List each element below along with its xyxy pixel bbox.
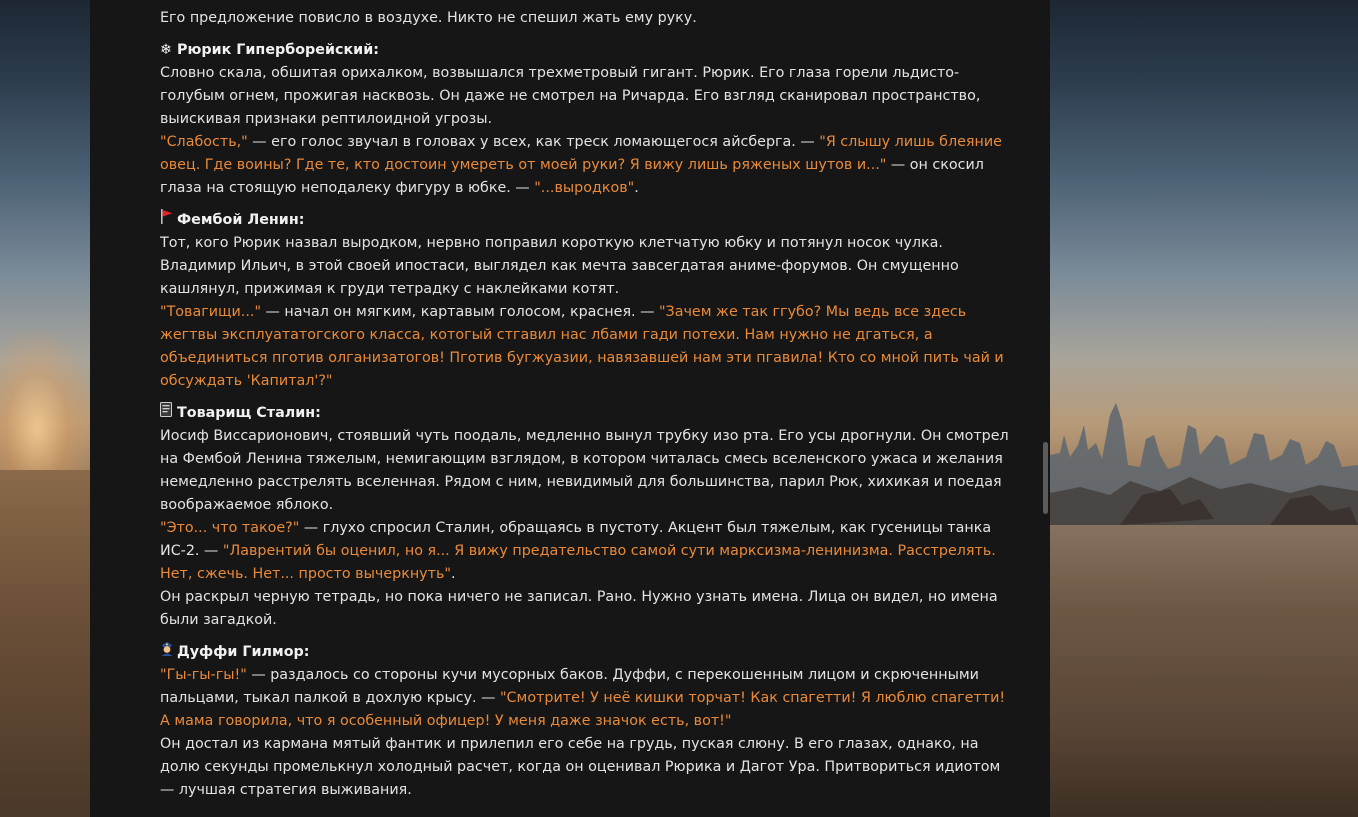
intro-text: Его предложение повисло в воздухе. Никто не спешил жать ему руку. [160, 10, 697, 26]
quote-text: "Гы-гы-гы!" [160, 667, 247, 683]
quote-text: "Лаврентий бы оценил, но я... Я вижу предательство самой сути марксизма-ленинизма. Расстрелять. Нет, сжечь. Нет... просто вычеркнуть" [160, 543, 996, 582]
quote-text: "...выродков" [534, 180, 635, 196]
narration-text: . [634, 180, 639, 196]
narration-text: Словно скала, обшитая орихалком, возвышался трехметровый гигант. Рюрик. Его глаза горели льдисто-голубым огнем, прожигая насквозь. Он даже не смотрел на Ричарда. Его взгляд сканировал пространство, выискивая признаки рептилоидной угрозы. [160, 65, 981, 127]
snowflake-icon: ❄ [160, 42, 172, 58]
narration-text: — его голос звучал в головах у всех, как треск ломающегося айсберга. — [247, 134, 820, 150]
police-officer-icon [160, 641, 177, 664]
character-block-lenin [160, 209, 1010, 393]
speaker-heading [160, 402, 1010, 425]
speaker-name: Фембой Ленин: [177, 212, 305, 228]
speaker-name: Товарищ Сталин: [177, 405, 321, 421]
character-block-stalin [160, 402, 1010, 632]
notebook-icon [160, 402, 177, 425]
scrollbar-thumb[interactable] [1043, 442, 1048, 514]
quote-text: "Зачем же так ггубо? Мы ведь все здесь жегтвы эксплуататогского класса, котогый стгавил нас лбами гади потехи. Нам нужно не дгаться, а объединиться пготив олганизатогов! Пготив бугжуазии, навязавшей нам эти пгавила! Кто со мной пить чай и обсуждать 'Капитал'?" [160, 304, 1004, 389]
narration-text: — раздалось со стороны кучи мусорных баков. Дуффи, с перекошенным лицом и скрюченными пальцами, тыкал палкой в дохлую крысу. — [160, 667, 979, 706]
quote-text: "Товагищи..." [160, 304, 262, 320]
chat-panel [90, 0, 1050, 817]
narration-text: — глухо спросил Сталин, обращаясь в пустоту. Акцент был тяжелым, как гусеницы танка ИС-2. — [160, 520, 992, 559]
character-block-rurik [160, 39, 1010, 200]
narration-text: . [450, 566, 456, 582]
dialogue-line [160, 301, 1010, 393]
wasteland-ground-right [1050, 500, 1358, 817]
message-content [160, 7, 1010, 802]
quote-text: "Слабость," [160, 134, 248, 150]
speaker-heading [160, 641, 1010, 664]
scrollbar[interactable] [1040, 0, 1050, 817]
narration-text: Он достал из кармана мятый фантик и прилепил его себе на грудь, пуская слюну. В его глазах, однако, на долю секунды промелькнул холодный расчет, когда он оценивал Рюрика и Дагот Ура. Притвориться идиотом — лучшая стратегия выживания. [160, 736, 1001, 798]
narration-text: Иосиф Виссарионович, стоявший чуть поодаль, медленно вынул трубку изо рта. Его усы дрогнули. Он смотрел на Фембой Ленина тяжелым, немигающим взглядом, в котором читалась смесь вселенского ужаса и желания немедленно расстрелять вселенная. Рядом с ним, невидимый для большинства, парил Рюк, хихикая и поедая воображаемое яблоко. [160, 428, 1009, 513]
narration-text: — он скосил глаза на стоящую неподалеку фигуру в юбке. — [160, 157, 984, 196]
ruined-city-silhouette [1050, 395, 1358, 525]
narration-text: Тот, кого Рюрик назвал выродком, нервно поправил короткую клетчатую юбку и потянул носок чулка. Владимир Ильич, в этой своей ипостаси, выглядел как мечта завсегдатая аниме-форумов. Он смущенно кашлянул, прижимая к груди тетрадку с наклейками котят. [160, 235, 959, 297]
narration-text: — начал он мягким, картавым голосом, краснея. — [261, 304, 659, 320]
red-flag-icon [160, 209, 177, 232]
speaker-heading [160, 209, 1010, 232]
dialogue-line [160, 664, 1010, 733]
character-block-duffy [160, 641, 1010, 802]
narration-text: Он раскрыл черную тетрадь, но пока ничего не записал. Рано. Нужно узнать имена. Лица он видел, но имена были загадкой. [160, 589, 998, 628]
speaker-heading [160, 39, 1010, 62]
speaker-name: Рюрик Гиперборейский: [177, 42, 379, 58]
quote-text: "Я слышу лишь блеяние овец. Где воины? Где те, кто достоин умереть от моей руки? Я вижу лишь ряженых шутов и..." [160, 134, 1002, 173]
dialogue-line [160, 517, 1010, 586]
dialogue-line [160, 131, 1010, 200]
quote-text: "Это... что такое?" [160, 520, 300, 536]
quote-text: "Смотрите! У неё кишки торчат! Как спагетти! Я люблю спагетти! А мама говорила, что я особенный офицер! У меня даже значок есть, вот!" [160, 690, 1006, 729]
wasteland-ground-left [0, 470, 92, 817]
speaker-name: Дуффи Гилмор: [177, 644, 310, 660]
